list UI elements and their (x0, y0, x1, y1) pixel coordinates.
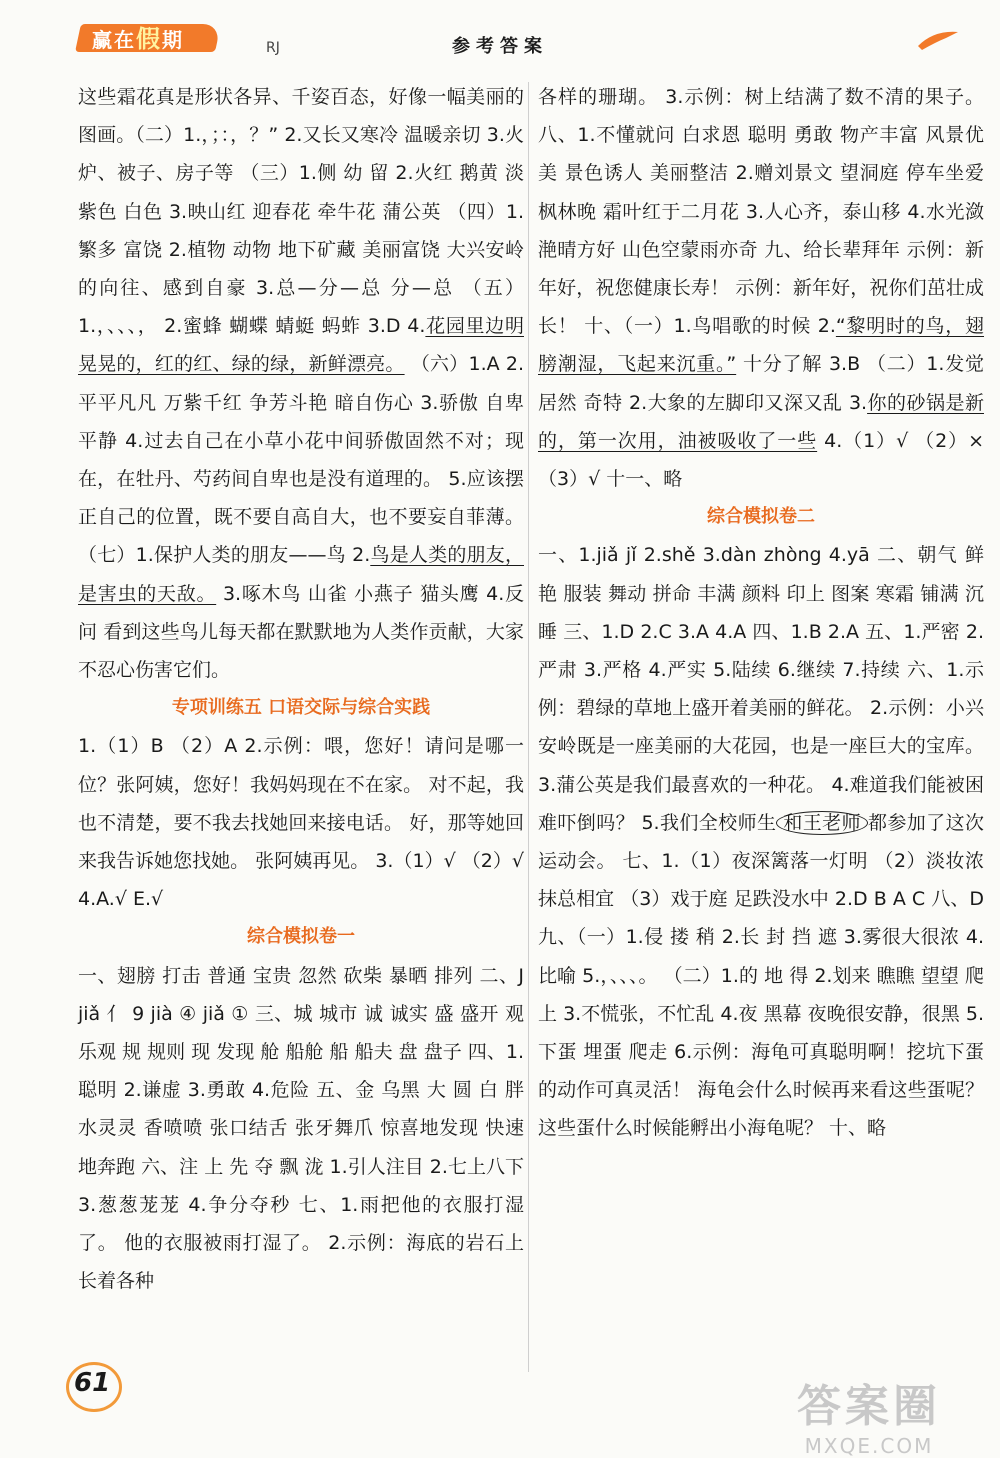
watermark: 答案圈 MXQE.COM (797, 1381, 941, 1458)
answer-block: 一、1.jiǎ jǐ 2.shě 3.dàn zhòng 4.yā 二、朝气 鲜艳 服装 舞动 拼命 丰满 颜料 印上 图案 寒霜 铺满 沉睡 三、1.D 2.C 3.A 4.A 四、1.B 2.A 五、1.严密 2.严肃 3.严格 4.严实 5.陆续 6.继续 7.持续 六、1.示例：碧绿的草地上盛开着美丽的鲜花。 2.示例：小兴安岭既是一座美丽的大花园，也是一座巨大的宝库。 3.蒲公英是我们最喜欢的一种花。 4.难道我们能被困难吓倒吗？ 5.我们全校师生 和王老师 都参加了这次运动会。 七、1.（1）夜深篱落一灯明 （2）淡妆浓抹总相宜 （3）戏于庭 足跌没水中 2.D B A C 八、D 九、（一）1.侵 搂 稍 2.长 封 挡 遮 3.雾很大很浓 4.比喻 5.，、、、。 （二）1.的 地 得 2.划来 瞧瞧 望望 爬上 3.不慌张，不忙乱 4.夜 黑幕 夜晚很安静，很黑 5.下蛋 埋蛋 爬走 6.示例：海龟可真聪明啊！挖坑下蛋的动作可真灵活！ 海龟会什么时候再来看这些蛋呢？这些蛋什么时候能孵出小海龟呢？ 十、略 (538, 544, 984, 1140)
page-title: 参考答案 (452, 36, 548, 57)
header-decoration-icon (916, 26, 960, 52)
page-number: 61 (74, 1368, 111, 1398)
section-heading: 综合模拟卷二 (707, 506, 815, 528)
section-heading: 专项训练五 口语交际与综合实践 (171, 697, 431, 719)
column-divider (528, 82, 529, 1372)
answer-block: 一、翅膀 打击 普通 宝贵 忽然 砍柴 暴晒 排列 二、J jiǎ 亻 9 jià ④ jiǎ ① 三、城 城市 诚 诚实 盛 盛开 观 乐观 规 规则 现 发现 舱 船舱 船 船夫 盘 盘子 四、1.聪明 2.谦虚 3.勇敢 4.危险 五、金 乌黑 大 圆 白 胖 水灵灵 香喷喷 张口结舌 张牙舞爪 惊喜地发现 快速地奔跑 六、注 上 先 夺 飘 泷 1.引人注目 2.七上八下 3.葱葱茏茏 4.争分夺秒 七、1.雨把他的衣服打湿了。 他的衣服被雨打湿了。 2.示例：海底的岩石上长着各种 (78, 964, 524, 1293)
answer-block: 这些霜花真是形状各异、千姿百态，好像一幅美丽的图画。（二）1.，；：，？” 2.又长又寒冷 温暖亲切 3.火炉、被子、房子等 （三）1.侧 幼 留 2.火红 鹅黄 淡紫色 白色 3.映山红 迎春花 牵牛花 蒲公英 （四）1.繁多 富饶 2.植物 动物 地下矿藏 美丽富饶 大兴安岭的向往、感到自豪 3.总—分—总 分—总 （五）1.，、、、， 2.蜜蜂 蝴蝶 蜻蜓 蚂蚱 3.D 4.花园里边明晃晃的，红的红、绿的绿，新鲜漂亮。 （六）1.A 2.平平凡凡 万紫千红 争芳斗艳 暗自伤心 3.骄傲 自卑 平静 4.过去自己在小草小花中间骄傲固然不对；现在，在牡丹、芍药间自卑也是没有道理的。 5.应该摆正自己的位置，既不要自高自大，也不要妄自菲薄。 （七）1.保护人类的朋友——鸟 2.鸟是人类的朋友，是害虫的天敌。 3.啄木鸟 山雀 小燕子 猫头鹰 4.反问 看到这些鸟儿每天都在默默地为人类作贡献，大家不忍心伤害它们。 (78, 86, 524, 682)
answers-left-column (78, 78, 524, 1301)
answers-right-column (538, 78, 984, 1148)
answer-block: 1.（1）B （2）A 2.示例：喂，您好！请问是哪一位？张阿姨，您好！我妈妈现在不在家。 对不起，我也不清楚，要不我去找她回来接电话。 好，那等她回来我告诉她您找她。 张阿姨再见。 3.（1）√ （2）√ 4.A.√ E.√ (78, 735, 524, 911)
section-heading: 综合模拟卷一 (247, 926, 355, 948)
circled-word: 和王老师 (776, 811, 868, 835)
logo-text: 赢在假期 (92, 24, 184, 53)
edition-label: RJ (266, 40, 280, 56)
answer-block: 各样的珊瑚。 3.示例：树上结满了数不清的果子。 八、1.不懂就问 白求恩 聪明 勇敢 物产丰富 风景优美 景色诱人 美丽整洁 2.赠刘景文 望洞庭 停车坐爱枫林晚 霜叶红于二月花 3.人心齐，泰山移 4.水光潋滟晴方好 山色空蒙雨亦奇 九、给长辈拜年 示例：新年好，祝您健康长寿！ 示例：新年好，祝你们茁壮成长！ 十、（一）1.鸟唱歌的时候 2.“黎明时的鸟，翅膀潮湿，飞起来沉重。” 十分了解 3.B （二）1.发觉 居然 奇特 2.大象的左脚印又深又乱 3.你的砂锅是新的，第一次用，油被吸收了一些 4.（1）√ （2）× （3）√ 十一、略 (538, 86, 985, 491)
